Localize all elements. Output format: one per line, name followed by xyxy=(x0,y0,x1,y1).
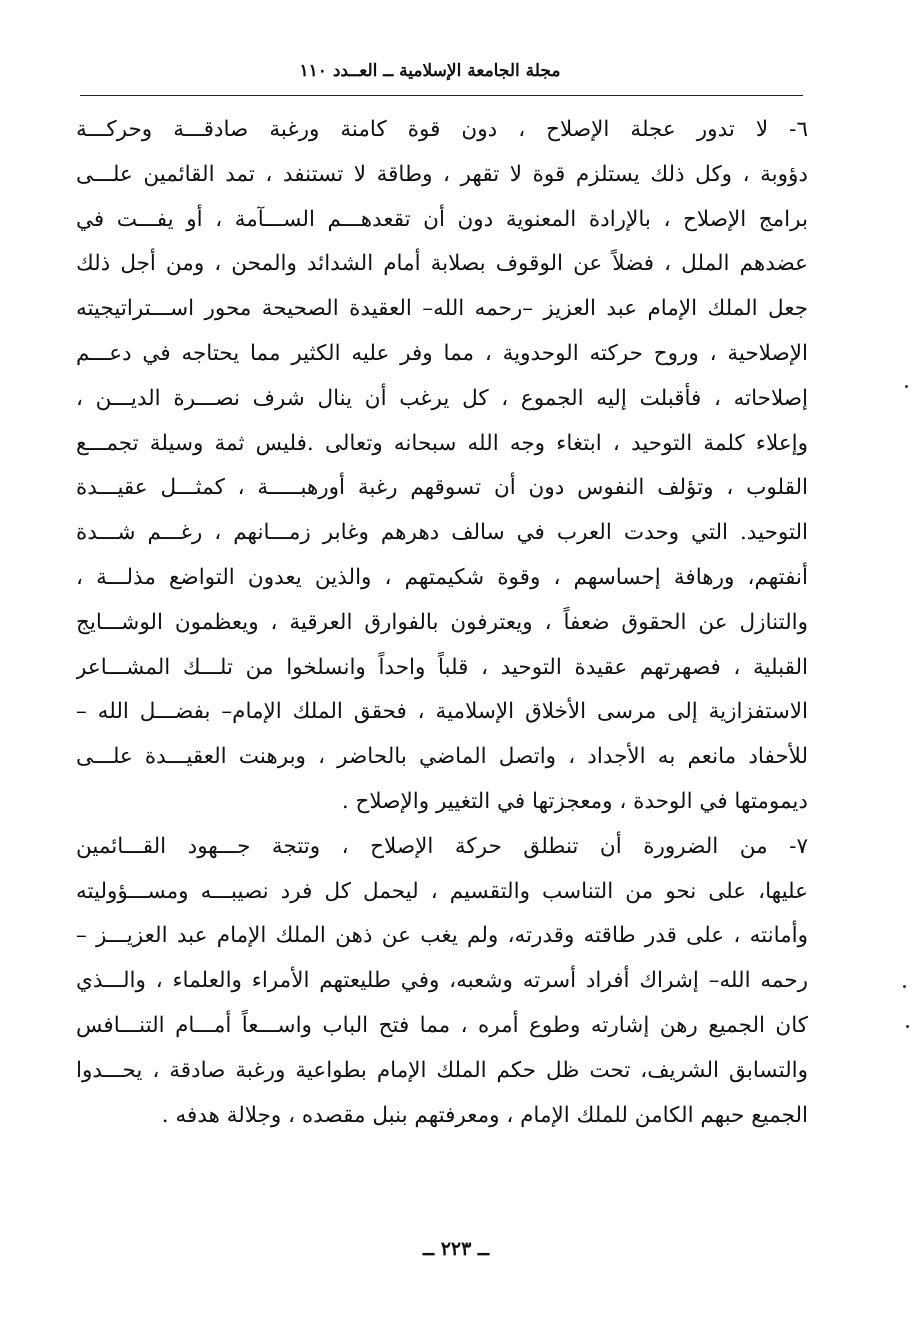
text-line: دؤوبة ، وكل ذلك يستلزم قوة لا تقهر ، وطاقة لا تستنفد ، تمد القائمين علـــى xyxy=(76,161,808,187)
text-line: وإعلاء كلمة التوحيد ، ابتغاء وجه الله سبحانه وتعالى .فليس ثمة وسيلة تجمـــع xyxy=(76,430,808,456)
text-line: القبلية ، فصهرتهم عقيدة التوحيد ، قلباً واحداً وانسلخوا من تلـــك المشـــاعر xyxy=(76,654,808,680)
text-line: التوحيد. التي وحدت العرب في سالف دهرهم وغابر زمـــانهم ، رغـــم شـــدة xyxy=(76,520,808,546)
scan-speck xyxy=(903,985,906,988)
paragraph-7 xyxy=(76,825,808,1139)
text-line: ٧- من الضرورة أن تنطلق حركة الإصلاح ، وتتجة جـــهود القـــائمين xyxy=(76,833,808,859)
text-line: كان الجميع رهن إشارته وطوع أمره ، مما فتح الباب واســـعاً أمـــام التنـــافس xyxy=(76,1012,808,1038)
paragraph-6 xyxy=(76,108,808,825)
text-line: عليها، على نحو من التناسب والتقسيم ، ليحمل كل فرد نصيبـــه ومســـؤوليته xyxy=(76,878,808,904)
text-line: القلوب ، وتؤلف النفوس دون أن تسوقهم رغبة أورهبـــــة ، كمثـــل عقيـــدة xyxy=(76,475,808,501)
body-text xyxy=(76,108,808,1138)
header-rule xyxy=(80,95,803,96)
text-line: برامج الإصلاح ، بالإرادة المعنوية دون أن تقعدهـــم الســـآمة ، أو يفـــت في xyxy=(76,206,808,232)
text-line: الإصلاحية ، وروح حركته الوحدوية ، مما وفر عليه الكثير مما يحتاجه في دعـــم xyxy=(76,340,808,366)
text-line: ٦- لا تدور عجلة الإصلاح ، دون قوة كامنة ورغبة صادقـــة وحركـــة xyxy=(76,117,808,142)
text-line: جعل الملك الإمام عبد العزيز –رحمه الله– العقيدة الصحيحة محور اســـتراتيجيته xyxy=(76,296,808,322)
text-line: ديمومتها في الوحدة ، ومعجزتها في التغيير والإصلاح . xyxy=(341,788,808,814)
text-line: الجميع حبهم الكامن للملك الإمام ، ومعرفتهم بنبل مقصده ، وجلالة هدفه . xyxy=(161,1102,808,1128)
text-line: رحمه الله– إشراك أفراد أسرته وشعبه، وفي طليعتهم الأمراء والعلماء ، والـــذي xyxy=(76,968,808,994)
text-line: والتسابق الشريف، تحت ظل حكم الملك الإمام بطواعية ورغبة صادقة ، يحـــدوا xyxy=(76,1057,808,1083)
scan-speck xyxy=(906,1025,909,1028)
text-line: والتنازل عن الحقوق ضعفاً ، ويعترفون بالفوارق العرقية ، ويعظمون الوشـــايج xyxy=(76,609,808,635)
text-line: الاستفزازية إلى مرسى الأخلاق الإسلامية ، فحقق الملك الإمام– بفضـــل الله – xyxy=(76,699,808,725)
text-line: أنفتهم، ورهافة إحساسهم ، وقوة شكيمتهم ، والذين يعدون التواضع مذلـــة ، xyxy=(76,564,808,590)
text-line: عضدهم الملل ، فضلاً عن الوقوف بصلابة أمام الشدائد والمحن ، ومن أجل ذلك xyxy=(76,251,808,277)
page-number: ــ ٢٢٣ ــ xyxy=(422,1238,490,1260)
text-line: وأمانته ، على قدر طاقته وقدرته، ولم يغب عن ذهن الملك الإمام عبد العزيـــز – xyxy=(76,923,808,949)
scan-speck xyxy=(905,385,908,388)
running-header: مجلة الجامعة الإسلامية ــ العــدد ١١٠ xyxy=(299,61,561,81)
text-line: إصلاحاته ، فأقبلت إليه الجموع ، كل يرغب أن ينال شرف نصـــرة الديـــن ، xyxy=(76,385,808,411)
text-line: للأحفاد مانعم به الأجداد ، واتصل الماضي بالحاضر ، وبرهنت العقيـــدة علـــى xyxy=(76,744,808,770)
